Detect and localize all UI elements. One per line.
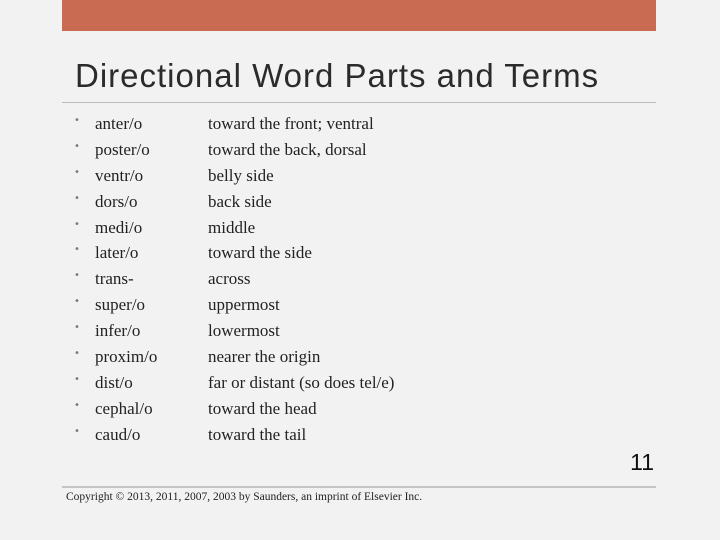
- word-part-meaning: toward the back, dorsal: [208, 139, 367, 159]
- bullet-icon: •: [74, 322, 80, 334]
- bullet-icon: •: [74, 166, 80, 178]
- bullet-icon: •: [74, 425, 80, 437]
- list-item: [0, 137, 720, 163]
- list-item: [0, 292, 720, 318]
- list-item: [0, 422, 720, 448]
- word-part-meaning: toward the head: [208, 398, 317, 418]
- bullet-icon: •: [74, 296, 80, 308]
- bullet-icon: •: [74, 399, 80, 411]
- bullet-icon: •: [74, 218, 80, 230]
- slide-title: Directional Word Parts and Terms: [75, 57, 600, 94]
- term-list: [0, 111, 720, 448]
- list-item: [0, 396, 720, 422]
- word-part-meaning: back side: [208, 191, 272, 211]
- word-part-meaning: far or distant (so does tel/e): [208, 372, 395, 392]
- word-part-meaning: toward the side: [208, 243, 312, 263]
- list-item: [0, 266, 720, 292]
- list-item: [0, 111, 720, 137]
- word-part: anter/o: [95, 114, 143, 133]
- bullet-icon: •: [74, 192, 80, 204]
- page-number: 11: [630, 449, 654, 475]
- word-part: proxim/o: [95, 347, 158, 367]
- list-item: [0, 318, 720, 344]
- bullet-icon: •: [74, 348, 80, 360]
- word-part: super/o: [95, 295, 146, 315]
- word-part-meaning: lowermost: [208, 321, 280, 341]
- header-accent-bar: [62, 0, 656, 31]
- footer-divider: [62, 486, 656, 488]
- word-part-meaning: toward the tail: [208, 424, 307, 444]
- word-part: dist/o: [95, 372, 133, 392]
- word-part-meaning: middle: [208, 217, 256, 237]
- bullet-icon: •: [74, 140, 80, 152]
- word-part-meaning: across: [208, 269, 251, 289]
- word-part: medi/o: [95, 217, 143, 237]
- list-item: [0, 189, 720, 215]
- word-part: later/o: [95, 243, 139, 263]
- word-part-meaning: toward the front; ventral: [208, 114, 374, 133]
- bullet-icon: •: [74, 373, 80, 385]
- word-part: ventr/o: [95, 165, 144, 185]
- bullet-icon: •: [74, 244, 80, 256]
- title-divider: [62, 102, 656, 103]
- list-item: [0, 370, 720, 396]
- word-part-meaning: belly side: [208, 165, 274, 185]
- list-item: [0, 240, 720, 266]
- copyright-notice: Copyright © 2013, 2011, 2007, 2003 by Saunders, an imprint of Elsevier Inc.: [66, 491, 423, 503]
- bullet-icon: •: [74, 115, 80, 126]
- list-item: [0, 344, 720, 370]
- word-part: caud/o: [95, 424, 141, 444]
- list-item: [0, 215, 720, 241]
- word-part: cephal/o: [95, 398, 153, 418]
- word-part: trans-: [95, 269, 134, 289]
- word-part: infer/o: [95, 321, 141, 341]
- list-item: [0, 163, 720, 189]
- word-part: poster/o: [95, 139, 150, 159]
- word-part-meaning: nearer the origin: [208, 347, 321, 367]
- word-part: dors/o: [95, 191, 138, 211]
- bullet-icon: •: [74, 270, 80, 282]
- word-part-meaning: uppermost: [208, 295, 280, 315]
